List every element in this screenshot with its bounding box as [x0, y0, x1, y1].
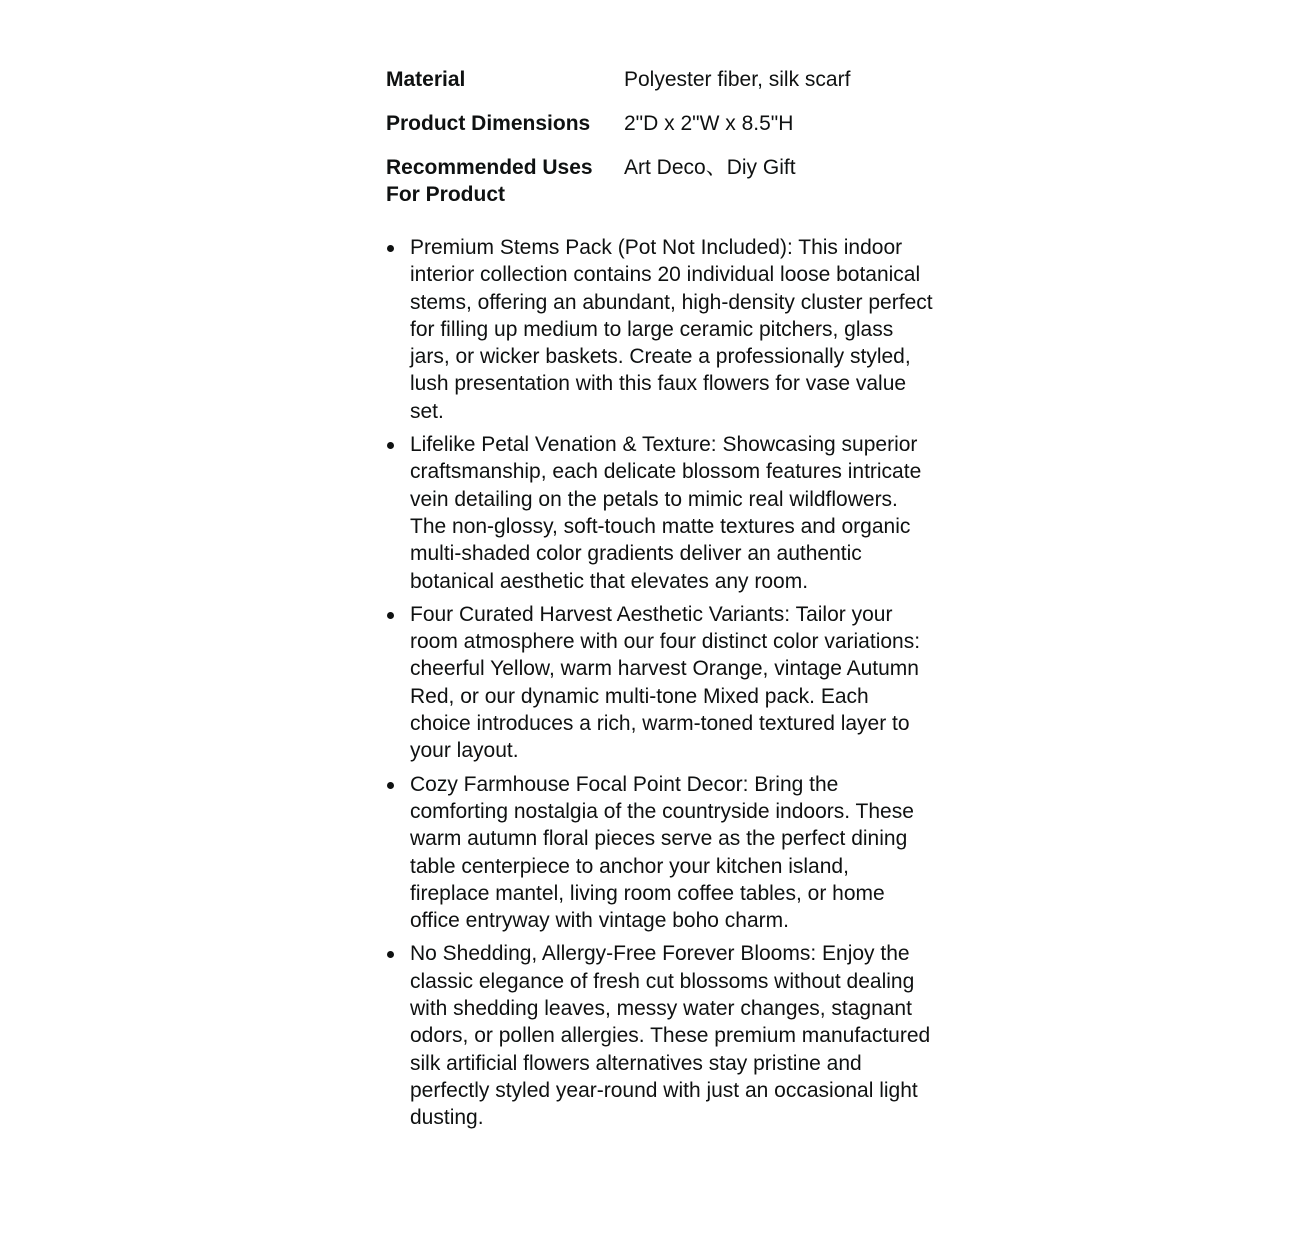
spec-row-recommended-uses [386, 154, 850, 208]
bullet-dot-icon [387, 612, 394, 619]
spec-label: Recommended Uses For Product [386, 156, 593, 206]
feature-bullet-text: Premium Stems Pack (Pot Not Included): This indoor interior collection contains 20 individual loose botanical stems, offering an abundant, high-density cluster perfect for filling up medium to large ceramic pitchers, glass jars, or wicker baskets. Create a professionally styled, lush presentation with this faux flowers for vase value set. [410, 236, 933, 423]
bullet-dot-icon [387, 951, 394, 958]
spec-label: Product Dimensions [386, 112, 591, 135]
bullet-dot-icon [387, 782, 394, 789]
feature-bullet-text: Lifelike Petal Venation & Texture: Showcasing superior craftsmanship, each delicate blossom features intricate vein detailing on the petals to mimic real wildflowers. The non-glossy, soft-touch matte textures and organic multi-shaded color gradients deliver an authentic botanical aesthetic that elevates any room. [410, 433, 922, 593]
spec-row-material [386, 66, 850, 110]
spec-row-dimensions [386, 110, 850, 154]
feature-bullet [386, 601, 934, 765]
spec-value: Polyester fiber, silk scarf [624, 68, 851, 91]
feature-bullet [386, 771, 934, 935]
feature-bullet-text: Four Curated Harvest Aesthetic Variants: Tailor your room atmosphere with our four distinct color variations: cheerful Yellow, warm harvest Orange, vintage Autumn Red, or our dynamic multi-tone Mixed pack. Each choice introduces a rich, warm-toned textured layer to your layout. [410, 602, 921, 763]
feature-bullets-list [386, 234, 934, 1132]
spec-value: Art Deco、Diy Gift [624, 156, 796, 179]
product-specs-table [386, 66, 850, 208]
feature-bullet [386, 234, 934, 425]
bullet-dot-icon [387, 442, 394, 449]
product-details-section [386, 66, 934, 1138]
feature-bullet-text: No Shedding, Allergy-Free Forever Blooms: Enjoy the classic elegance of fresh cut blossoms without dealing with shedding leaves, messy water changes, stagnant odors, or pollen allergies. These premium manufactured silk artificial flowers alternatives stay pristine and perfectly styled year-round with just an occasional light dusting. [410, 942, 931, 1130]
bullet-dot-icon [387, 245, 394, 252]
spec-label: Material [386, 68, 466, 91]
feature-bullet-text: Cozy Farmhouse Focal Point Decor: Bring the comforting nostalgia of the countryside indoors. These warm autumn floral pieces serve as the perfect dining table centerpiece to anchor your kitchen island, fireplace mantel, living room coffee tables, or home office entryway with vintage boho charm. [410, 772, 914, 933]
spec-value: 2"D x 2"W x 8.5"H [624, 112, 794, 135]
feature-bullet [386, 940, 934, 1131]
feature-bullet [386, 431, 934, 595]
